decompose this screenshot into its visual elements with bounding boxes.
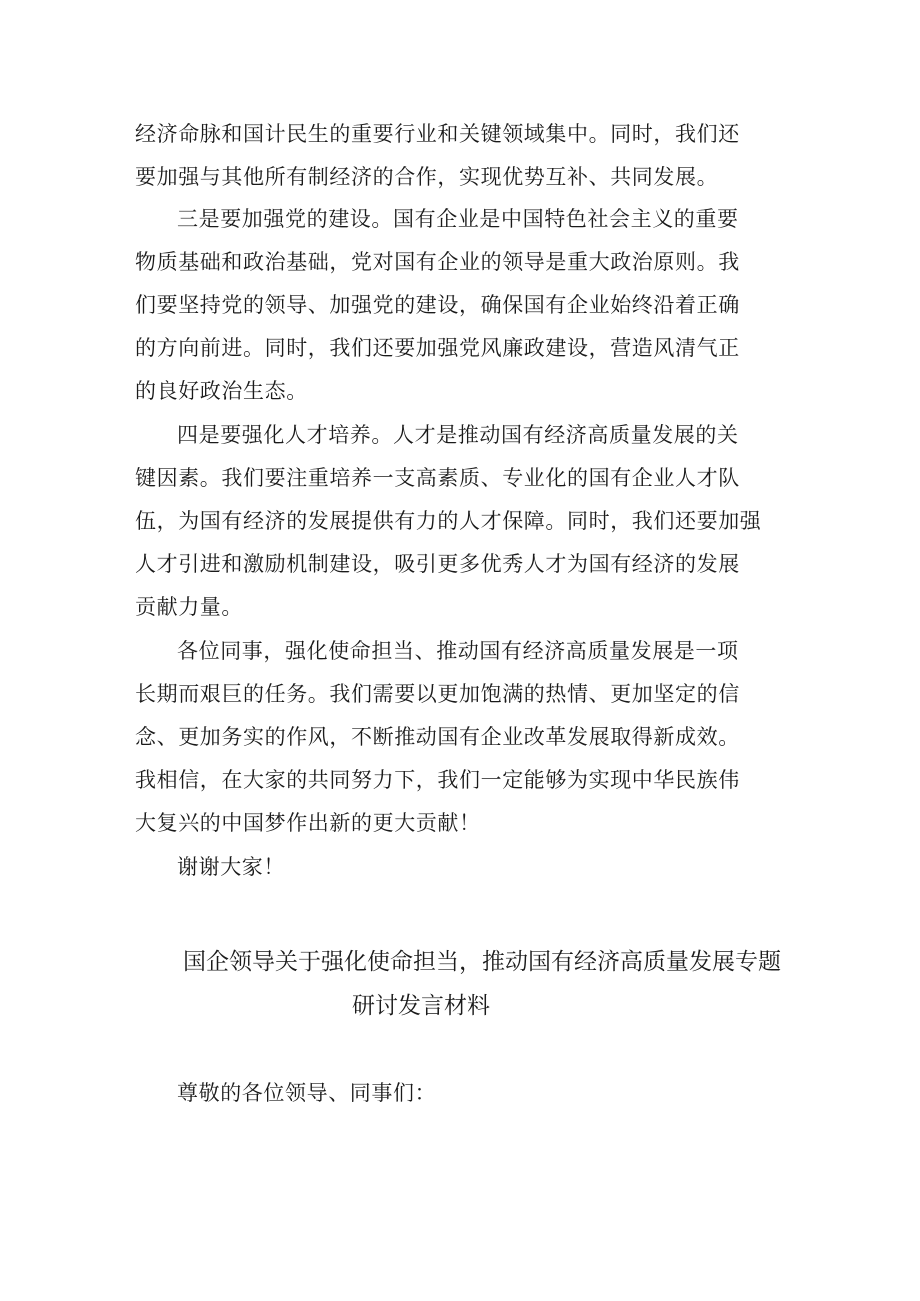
section-title: 研讨发言材料 [352,993,490,1019]
text-line: 念、更加务实的作风，不断推动国有企业改革发展取得新成效。 [135,725,740,749]
text-line: 大复兴的中国梦作出新的更大贡献！ [135,811,481,835]
text-line: 的良好政治生态。 [135,379,308,403]
text-line: 们要坚持党的领导、加强党的建设，确保国有企业始终沿着正确 [135,293,740,317]
text-line: 我相信，在大家的共同努力下，我们一定能够为实现中华民族伟 [135,768,740,792]
section-title: 国企领导关于强化使命担当，推动国有经济高质量发展专题 [183,949,781,975]
thanks-line: 谢谢大家！ [177,855,285,879]
text-line: 四是要强化人才培养。人才是推动国有经济高质量发展的关 [177,423,739,447]
text-line: 伍，为国有经济的发展提供有力的人才保障。同时，我们还要加强 [135,509,762,533]
text-line: 要加强与其他所有制经济的合作，实现优势互补、共同发展。 [135,165,719,189]
text-line: 贡献力量。 [135,595,243,619]
text-line: 的方向前进。同时，我们还要加强党风廉政建设，营造风清气正 [135,336,740,360]
text-line: 经济命脉和国计民生的重要行业和关键领域集中。同时，我们还 [135,122,740,146]
text-line: 键因素。我们要注重培养一支高素质、专业化的国有企业人才队 [135,466,740,490]
text-line: 人才引进和激励机制建设，吸引更多优秀人才为国有经济的发展 [135,552,740,576]
salutation: 尊敬的各位领导、同事们： [177,1081,437,1105]
text-line: 三是要加强党的建设。国有企业是中国特色社会主义的重要 [177,207,739,231]
text-line: 长期而艰巨的任务。我们需要以更加饱满的热情、更加坚定的信 [135,682,740,706]
text-line: 各位同事，强化使命担当、推动国有经济高质量发展是一项 [177,639,739,663]
text-line: 物质基础和政治基础，党对国有企业的领导是重大政治原则。我 [135,250,740,274]
